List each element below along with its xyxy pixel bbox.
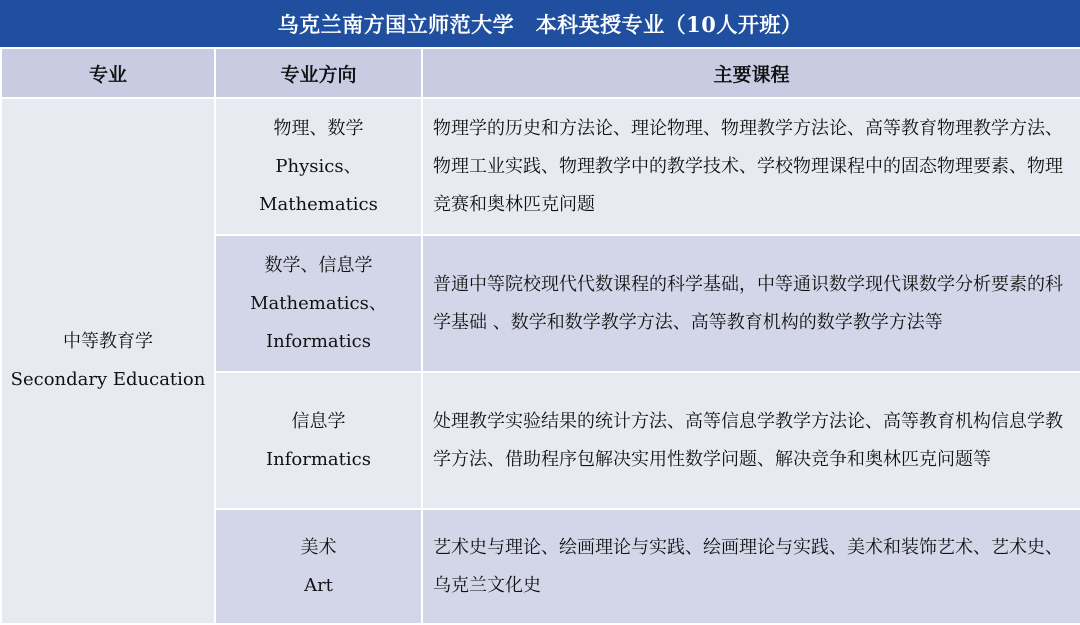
direction-line: Physics、: [275, 155, 362, 177]
table-row: [1, 98, 1080, 235]
courses-cell: 物理学的历史和方法论、理论物理、物理教学方法论、高等教育物理教学方法、物理工业实践、物理教学中的教学技术、学校物理课程中的固态物理要素、物理竞赛和奥林匹克问题: [422, 98, 1080, 235]
header-courses: 主要课程: [422, 48, 1080, 98]
direction-line: Informatics: [266, 448, 371, 470]
major-name-en: Secondary Education: [10, 369, 206, 390]
direction-line: 物理、数学: [273, 117, 364, 139]
direction-cell: [215, 372, 422, 509]
direction-line: Art: [304, 574, 333, 596]
courses-cell: 艺术史与理论、绘画理论与实践、绘画理论与实践、美术和装饰艺术、艺术史、乌克兰文化史: [422, 509, 1080, 624]
header-major: 专业: [1, 48, 215, 98]
direction-cell: [215, 235, 422, 372]
direction-line: 信息学: [291, 410, 346, 432]
courses-cell: 普通中等院校现代代数课程的科学基础，中等通识数学现代课数学分析要素的科学基础 、数学和数学教学方法、高等教育机构的数学教学方法等: [422, 235, 1080, 372]
direction-line: Mathematics: [259, 193, 378, 215]
direction-line: Mathematics、: [250, 292, 387, 314]
page-title: 乌克兰南方国立师范大学 本科英授专业（10人开班）: [0, 0, 1080, 47]
direction-line: 数学、信息学: [264, 254, 373, 276]
direction-line: Informatics: [266, 330, 371, 352]
major-cell: [1, 98, 215, 624]
direction-cell: [215, 98, 422, 235]
direction-cell: [215, 509, 422, 624]
header-direction: 专业方向: [215, 48, 422, 98]
direction-line: 美术: [300, 536, 337, 558]
courses-cell: 处理教学实验结果的统计方法、高等信息学教学方法论、高等教育机构信息学教学方法、借助程序包解决实用性数学问题、解决竞争和奥林匹克问题等: [422, 372, 1080, 509]
table-header-row: [1, 48, 1080, 98]
program-table: [0, 47, 1080, 625]
major-name-zh: 中等教育学: [63, 331, 153, 352]
